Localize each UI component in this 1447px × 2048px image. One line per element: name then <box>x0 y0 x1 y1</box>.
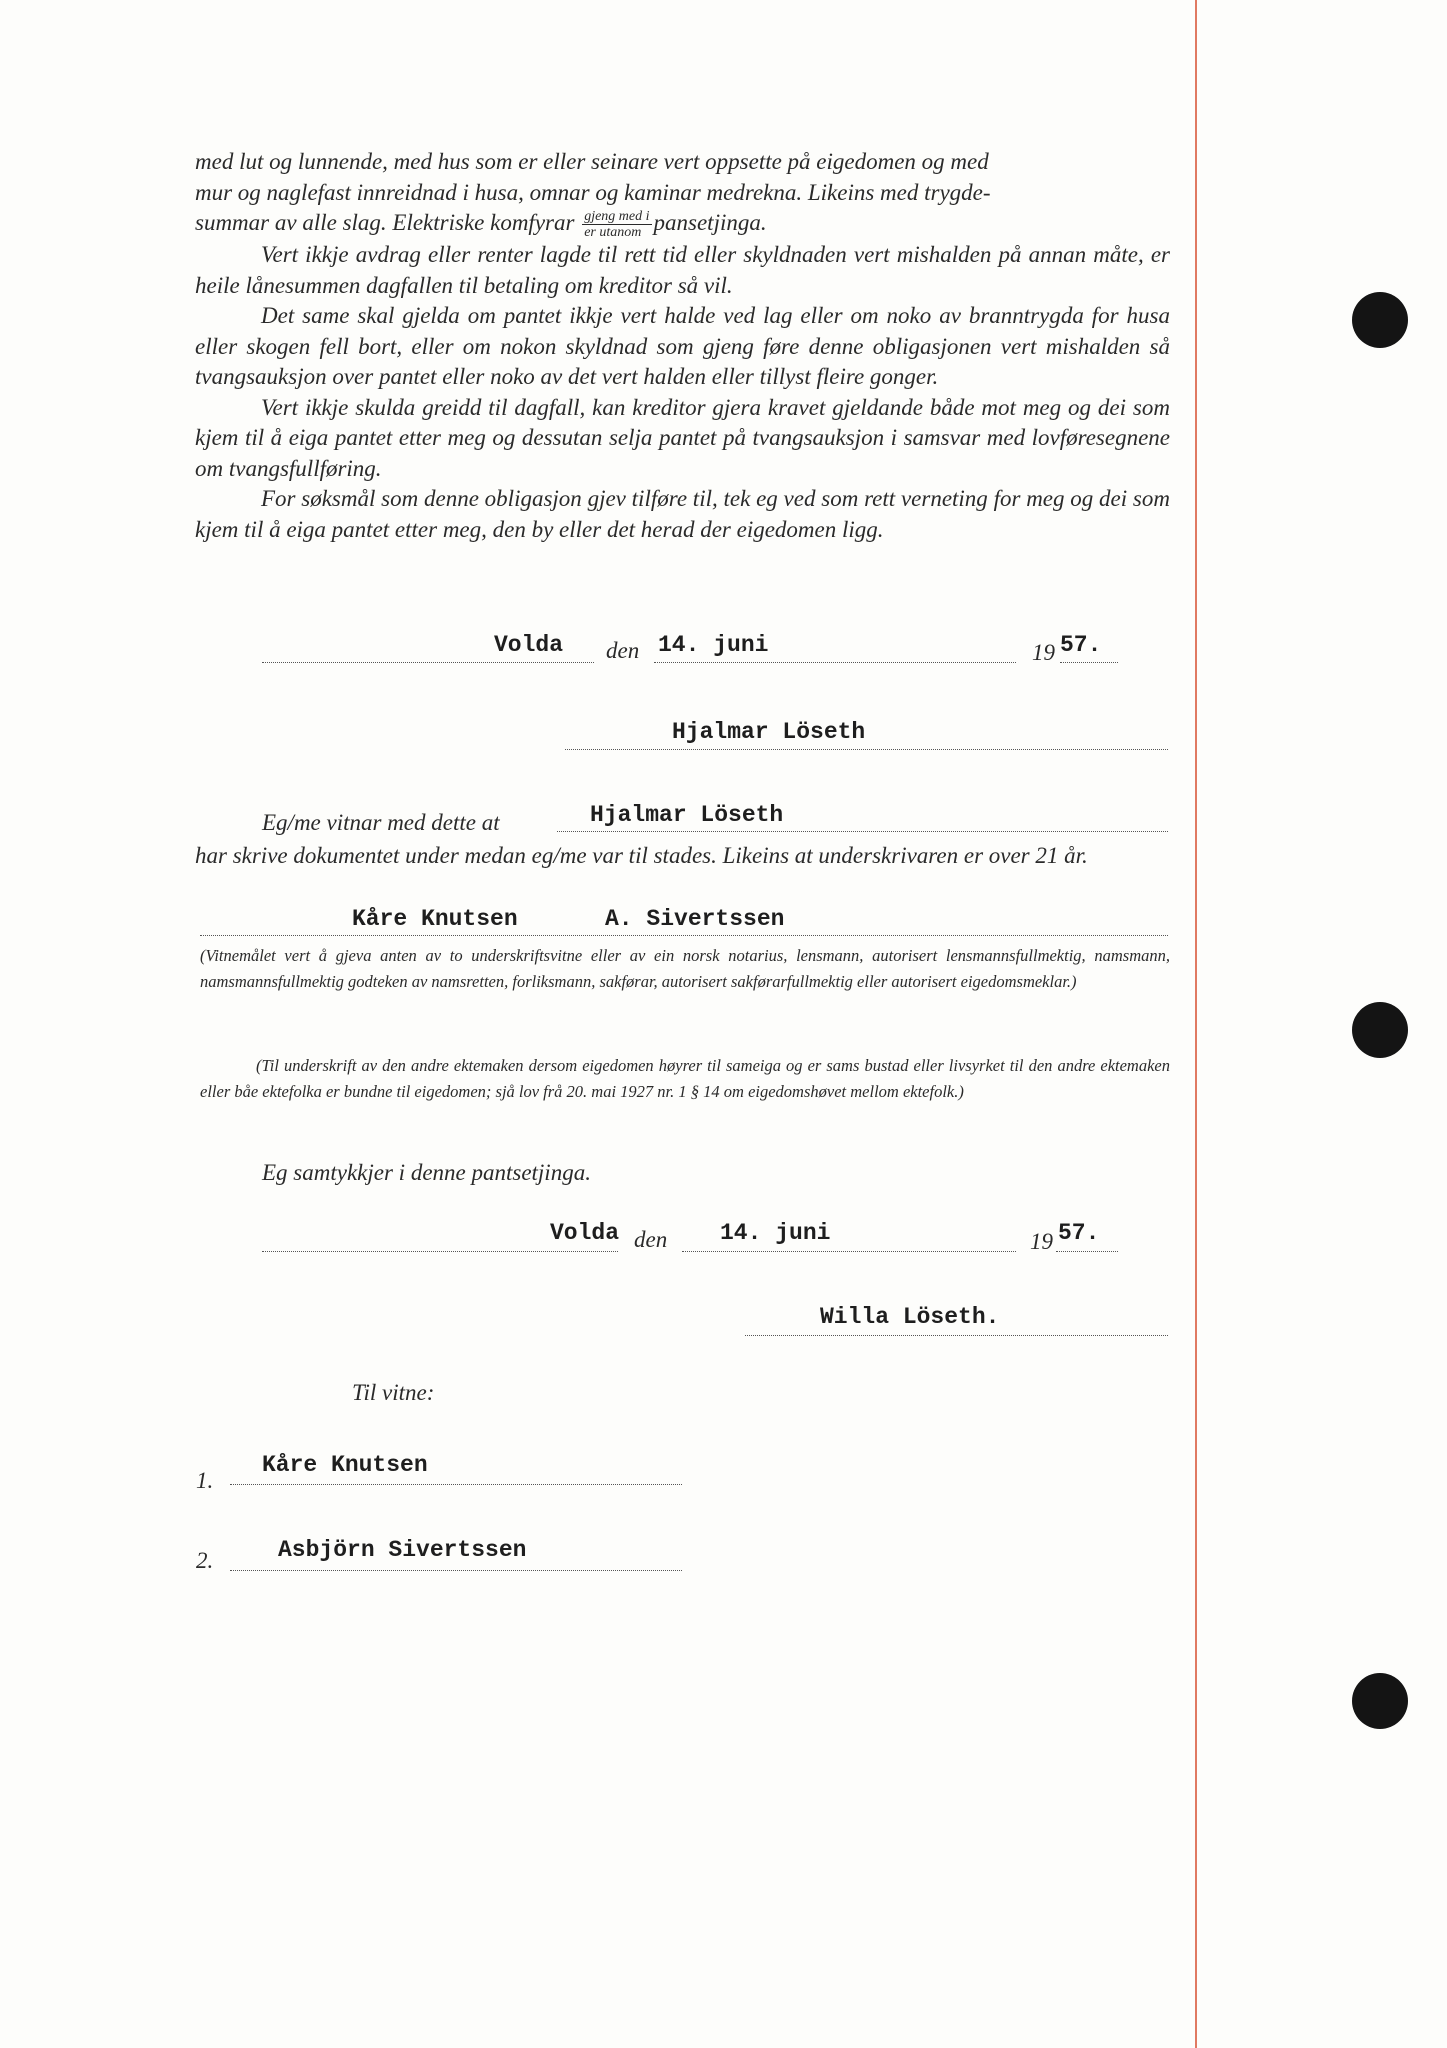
witness-statement-text-block <box>195 841 1170 872</box>
place-2: Volda <box>550 1220 620 1246</box>
year-prefix-2: 19 <box>1030 1229 1053 1254</box>
paragraph-3: Det same skal gjelda om pantet ikkje vert halde ved lag eller om noko av branntrygda for husa eller skogen fell bort, eller om nokon skyldnad som gjeng føre denne obligasjonen vert mishalden så tvangsauksjon over pantet eller noko av det vert halden eller tillyst fleire gonger. <box>195 303 1170 390</box>
day-line-1 <box>654 662 1016 663</box>
paragraph-4: Vert ikkje skulda greidd til dagfall, kan kreditor gjera kravet gjeldande både mot meg og dei som kjem til å eiga pantet etter meg og dessutan selja pantet på tvangsauksjon i samsvar med lovføresegnene om tvangsfullføring. <box>195 394 1170 481</box>
day-1: 14. juni <box>658 632 769 658</box>
witness-number-2: 2. <box>196 1548 214 1573</box>
paragraph-2: Vert ikkje avdrag eller renter lagde til rett tid eller skyldnaden vert mishalden på annan måte, er heile lånesummen dagfallen til betaling om kreditor så vil. <box>195 242 1170 298</box>
fraction-bottom: er utanom <box>584 225 642 241</box>
paragraph-5: For søksmål som denne obligasjon gjev tilføre til, tek eg ved som rett verneting for meg og dei som kjem til å eiga pantet etter meg, den by eller det herad der eigedomen ligg. <box>195 486 1170 542</box>
line-3-text: summar av alle slag. Elektriske komfyrar <box>195 210 575 235</box>
witness-statement-line <box>557 831 1168 832</box>
place-line-2 <box>262 1251 618 1252</box>
consent-text: Eg samtykkjer i denne pantsetjinga. <box>262 1160 591 1185</box>
punch-hole-top <box>1352 292 1408 348</box>
year-line-1 <box>1060 662 1118 663</box>
den-label-2: den <box>634 1227 668 1252</box>
den-label-1: den <box>606 638 640 663</box>
year-2: 57. <box>1058 1220 1100 1246</box>
paragraph-1-line-2: mur og naglefast innreidnad i husa, omnar og kaminar medrekna. Likeins med trygde- <box>195 179 991 205</box>
day-2: 14. juni <box>720 1220 831 1246</box>
witness-number-1: 1. <box>196 1468 214 1493</box>
inline-witness-1: Kåre Knutsen <box>352 906 518 932</box>
paragraph-1-line-1: med lut og lunnende, med hus som er eller seinare vert oppsette på eigedomen og med <box>195 149 989 174</box>
punch-hole-middle <box>1352 1002 1408 1058</box>
margin-rule <box>1195 0 1197 2048</box>
witness-statement-prefix: Eg/me vitnar med dette at <box>262 810 500 835</box>
signature-line-2 <box>745 1335 1168 1336</box>
note-spouse-text: (Til underskrift av den andre ektemaken dersom eigedomen høyrer til sameiga og er sams bustad eller livsyrket til den andre ektemaken eller båe ektefolka er bundne til eigedomen; sjå lov frå 20. mai 1927 nr. 1 § 14 om eigedomshøvet mellom ektefolk.) <box>200 1056 1170 1101</box>
year-line-2 <box>1056 1251 1118 1252</box>
note-witness-rules <box>200 943 1170 995</box>
witness-line-2 <box>230 1570 682 1571</box>
witness-statement-name: Hjalmar Löseth <box>590 802 784 828</box>
note-spouse <box>200 1053 1170 1105</box>
inline-witness-2: A. Sivertssen <box>605 906 785 932</box>
day-line-2 <box>682 1251 1016 1252</box>
option-fraction <box>582 209 651 240</box>
signature-1: Hjalmar Löseth <box>672 719 866 745</box>
year-prefix-1: 19 <box>1032 640 1055 665</box>
fraction-top: gjeng med i <box>584 209 650 225</box>
place-1: Volda <box>494 632 564 658</box>
note-witness-rules-text: (Vitnemålet vert å gjeva anten av to underskriftsvitne eller av ein norsk notarius, lensmann, autorisert lensmannsfullmektig, namsmann, namsmannsfullmektig godteken av namsretten, forliksmann, sakførar, autorisert sakførarfullmektig eller autorisert eigedomsmeklar.) <box>200 946 1170 991</box>
witness-name-2: Asbjörn Sivertssen <box>278 1537 527 1563</box>
witness-statement-text: har skrive dokumentet under medan eg/me var til stades. Likeins at underskrivaren er over 21 år. <box>195 843 1088 868</box>
til-vitne-label: Til vitne: <box>352 1380 435 1405</box>
inline-witness-line <box>200 935 1168 936</box>
place-line-1 <box>262 662 594 663</box>
signature-2: Willa Löseth. <box>820 1304 1000 1330</box>
signature-line-1 <box>565 749 1168 750</box>
witness-name-1: Kåre Knutsen <box>262 1452 428 1478</box>
witness-line-1 <box>230 1484 682 1485</box>
line-3-end: pansetjinga. <box>653 210 767 235</box>
year-1: 57. <box>1060 632 1102 658</box>
punch-hole-bottom <box>1352 1673 1408 1729</box>
paragraph-1-line-3 <box>195 208 1170 240</box>
body-paragraphs <box>195 147 1170 545</box>
